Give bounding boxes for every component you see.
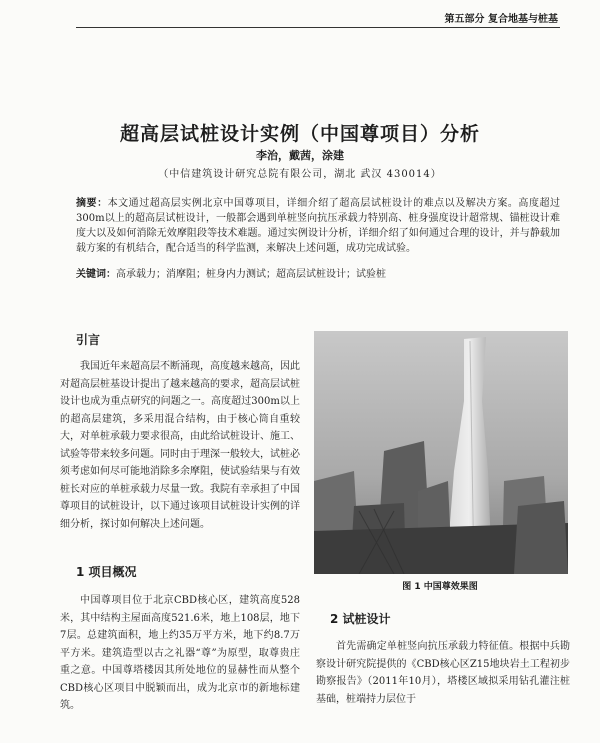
abstract-label: 摘要： — [76, 198, 108, 209]
abstract-text: 本文通过超高层实例北京中国尊项目，详细介绍了超高层试桩设计的难点以及解决方案。高度超过300m以上的超高层试桩设计，一般都会遇到单桩竖向抗压承载力特别高、桩身强度设计超常规、锚桩设计难度大以及如何消除无效摩阻段等技术难题。通过实例设计分析，详细介绍了如何通过合理的设计，并与静载加载方案的有机结合，配合适当的科学监测，来解决上述问题，成功完成试验。 — [76, 198, 561, 254]
figure-rendering-image — [314, 331, 568, 574]
section-heading-design: 2 试桩设计 — [330, 612, 391, 626]
section-heading-intro: 引言 — [76, 333, 101, 347]
paper-authors: 李治，戴茜，涂建 — [256, 149, 344, 162]
running-head: 第五部分 复合地基与桩基 — [444, 14, 558, 25]
section-heading-overview: 1 项目概况 — [76, 565, 137, 579]
keywords — [76, 265, 560, 280]
design-paragraph: 首先需确定单桩竖向抗压承载力特征值。根据中兵勘察设计研究院提供的《CBD核心区Z15地块岩土工程初步勘察报告》（2011年10月），塔楼区域拟采用钻孔灌注桩基础，桩端持力层位于 — [316, 641, 570, 705]
overview-paragraph: 中国尊项目位于北京CBD核心区，建筑高度528米，其中结构主屋面高度521.6米，地上108层，地下7层。总建筑面积，地上约35万平方米，地下约8.7万平方米。建筑造型以古之礼器“尊”为原型，取尊贵庄重之意。中国尊塔楼因其所处地位的显赫性而从整个CBD核心区项目中脱颖而出，成为北京市的新地标建筑。 — [60, 595, 300, 711]
abstract — [76, 196, 560, 256]
keywords-text: 高承载力；消摩阻；桩身内力测试；超高层试桩设计；试验桩 — [116, 269, 386, 280]
header-rule — [76, 27, 560, 28]
paper-affiliation: （中信建筑设计研究总院有限公司，湖北 武汉 430014） — [158, 169, 442, 180]
tower-rendering-icon — [314, 331, 568, 574]
figure-caption: 图 1 中国尊效果图 — [402, 582, 478, 592]
intro-paragraph: 我国近年来超高层不断涌现，高度越来越高，因此对超高层桩基设计提出了越来越高的要求，超高层试桩设计也成为重点研究的问题之一。高度超过300m以上的超高层建筑，多采用混合结构，由于核心筒自重较大，对单桩承载力要求很高，由此给试桩设计、施工、试验等带来较多问题。同时由于理深一般较大，试桩必须考虑如何尽可能地消除多余摩阻，使试验结果与有效桩长对应的单桩承载力尽量一致。我院有幸承担了中国尊项目的试桩设计，以下通过该项目试桩设计实例的详细分析，探讨如何解决上述问题。 — [60, 361, 300, 530]
paper-title: 超高层试桩设计实例（中国尊项目）分析 — [119, 123, 480, 145]
keywords-label: 关键词： — [76, 269, 116, 280]
